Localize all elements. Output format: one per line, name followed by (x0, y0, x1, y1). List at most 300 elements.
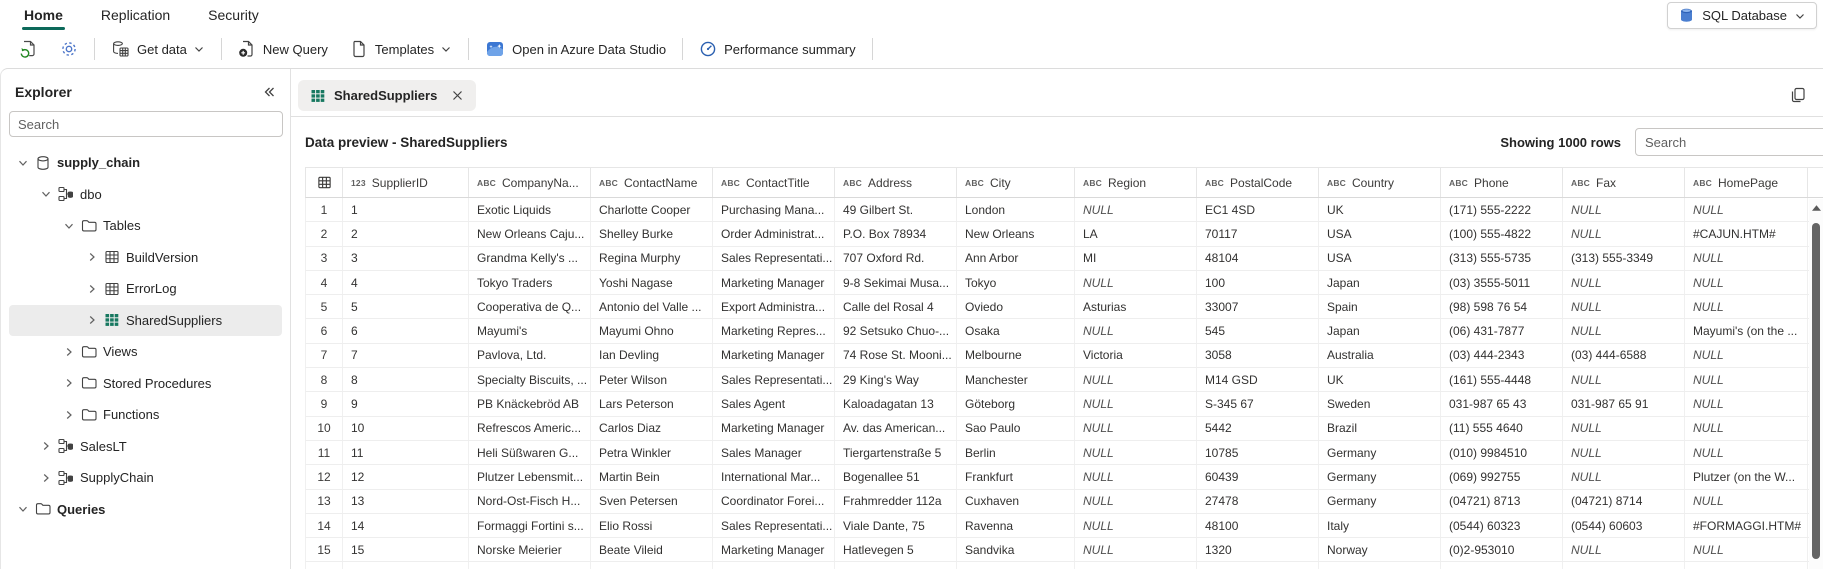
chevron-down-icon (1794, 10, 1806, 22)
chevron-right-icon[interactable] (84, 314, 100, 326)
tree-item-supplychain[interactable] (9, 462, 282, 494)
chevron-right-icon[interactable] (61, 409, 77, 421)
table-cell[interactable]: Carlos Diaz (591, 417, 713, 440)
column-header-label: Address (868, 175, 913, 190)
table-cell[interactable]: (04721) 8713 (1441, 490, 1563, 513)
table-cell[interactable]: Ann Arbor (957, 247, 1075, 270)
scrollbar-thumb[interactable] (1812, 223, 1820, 559)
table-cell[interactable]: Australia (1319, 344, 1441, 367)
table-cell[interactable]: Sweden (1319, 392, 1441, 415)
table-cell[interactable]: Victoria (1075, 344, 1197, 367)
column-header-label: SupplierID (371, 175, 428, 190)
table-cell[interactable]: NULL (1075, 319, 1197, 342)
column-type-badge: ABC (477, 177, 497, 188)
table-row[interactable] (305, 247, 1823, 271)
table-cell[interactable]: Germany (1319, 441, 1441, 464)
table-cell[interactable]: Pavlova, Ltd. (469, 344, 591, 367)
table-cell[interactable]: NULL (1075, 514, 1197, 537)
table-cell[interactable]: UK (1319, 198, 1441, 221)
table-cell[interactable]: Frankfurt (957, 465, 1075, 488)
table-cell[interactable]: Grandma Kelly's ... (469, 247, 591, 270)
column-header-contactname[interactable] (591, 168, 713, 197)
table-cell[interactable]: Plutzer (on the W... (1685, 465, 1808, 488)
table-cell[interactable]: Ian Devling (591, 344, 713, 367)
column-header-label: ContactTitle (746, 175, 810, 190)
table-row[interactable] (305, 295, 1823, 319)
table-cell[interactable]: Frahmredder 112a (835, 490, 957, 513)
table-cell[interactable]: Martin Bein (591, 465, 713, 488)
table-cell[interactable]: Plutzer Lebensmit... (469, 465, 591, 488)
table-cell[interactable]: NULL (1563, 417, 1685, 440)
table-cell[interactable]: (06) 431-7877 (1441, 319, 1563, 342)
table-cell[interactable]: (161) 555-4448 (1441, 368, 1563, 391)
table-cell[interactable]: Yoshi Nagase (591, 271, 713, 294)
column-header-phone[interactable] (1441, 168, 1563, 197)
table-cell[interactable]: Norway (1319, 538, 1441, 561)
column-header-row-selector[interactable] (306, 168, 343, 197)
table-cell[interactable]: Germany (1319, 490, 1441, 513)
table-cell[interactable]: (313) 555-5735 (1441, 247, 1563, 270)
close-icon[interactable] (451, 89, 464, 102)
table-cell[interactable]: International Mar... (713, 465, 835, 488)
table-cell[interactable]: 7 (343, 344, 469, 367)
table-cell[interactable]: UK (1319, 368, 1441, 391)
column-header-country[interactable] (1319, 168, 1441, 197)
table-cell[interactable]: 8 (343, 368, 469, 391)
chevron-down-icon[interactable] (38, 188, 54, 200)
table-cell[interactable]: Osaka (957, 319, 1075, 342)
table-cell[interactable]: (069) 992755 (1441, 465, 1563, 488)
table-cell[interactable]: Norske Meierier (469, 538, 591, 561)
table-cell[interactable]: NULL (1075, 368, 1197, 391)
chevron-right-icon[interactable] (61, 377, 77, 389)
table-cell[interactable]: 49 Gilbert St. (835, 198, 957, 221)
table-cell[interactable]: Sven Petersen (591, 490, 713, 513)
row-number[interactable]: 1 (306, 198, 343, 221)
row-number[interactable]: 15 (306, 538, 343, 561)
table-cell[interactable]: NULL (1685, 295, 1808, 318)
table-row[interactable] (305, 465, 1823, 489)
table-cell[interactable]: 92 Setsuko Chuo-... (835, 319, 957, 342)
table-cell[interactable]: NULL (1685, 392, 1808, 415)
table-cell[interactable]: (0)2-953010 (1441, 538, 1563, 561)
column-type-badge: ABC (1205, 177, 1225, 188)
table-row[interactable] (305, 441, 1823, 465)
table-cell[interactable]: 4 (343, 271, 469, 294)
table-cell[interactable]: 5 (343, 295, 469, 318)
table-cell[interactable]: NULL (1685, 271, 1808, 294)
table-cell[interactable]: #CAJUN.HTM# (1685, 222, 1808, 245)
table-cell[interactable]: Kaloadagatan 13 (835, 392, 957, 415)
copy-button[interactable] (1789, 86, 1807, 104)
table-row[interactable] (305, 417, 1823, 441)
table-cell[interactable]: Shelley Burke (591, 222, 713, 245)
database-selector[interactable] (1667, 2, 1817, 29)
table-cell[interactable]: Berlin (957, 441, 1075, 464)
folder-icon (81, 407, 97, 423)
table-cell[interactable]: 9-8 Sekimai Musa... (835, 271, 957, 294)
table-cell[interactable]: Sandvika (957, 538, 1075, 561)
table-cell[interactable]: Charlotte Cooper (591, 198, 713, 221)
table-cell[interactable]: Purchasing Mana... (713, 198, 835, 221)
column-type-badge: ABC (1449, 177, 1469, 188)
tab-sharedsuppliers[interactable] (298, 80, 476, 111)
new-query-label: New Query (262, 41, 328, 57)
table-cell[interactable]: Viale Dante, 75 (835, 514, 957, 537)
table-cell[interactable]: NULL (1563, 222, 1685, 245)
table-cell[interactable]: Nord-Ost-Fisch H... (469, 490, 591, 513)
table-search-input[interactable] (1635, 128, 1823, 156)
column-header-postalcode[interactable] (1197, 168, 1319, 197)
content-area (0, 68, 1823, 569)
tree-item-sharedsuppliers[interactable] (9, 305, 282, 337)
table-row[interactable] (305, 271, 1823, 295)
table-cell[interactable]: Marketing Manager (713, 417, 835, 440)
table-cell[interactable]: 3058 (1197, 344, 1319, 367)
gauge-icon (699, 40, 717, 58)
chevron-right-icon[interactable] (84, 283, 100, 295)
tree-item-errorlog[interactable] (9, 273, 282, 305)
table-cell[interactable]: Antonio del Valle ... (591, 295, 713, 318)
collapse-explorer-button[interactable] (260, 83, 278, 101)
table-cell[interactable]: 11 (343, 441, 469, 464)
table-cell[interactable]: NULL (1685, 368, 1808, 391)
tab-replication[interactable]: Replication (100, 7, 171, 23)
table-cell[interactable]: NULL (1685, 344, 1808, 367)
table-cell[interactable]: 10785 (1197, 441, 1319, 464)
table-cell[interactable]: Spain (1319, 295, 1441, 318)
table-cell[interactable]: LA (1075, 222, 1197, 245)
table-cell[interactable]: Tokyo Traders (469, 271, 591, 294)
table-row[interactable] (305, 319, 1823, 343)
column-header-fax[interactable] (1563, 168, 1685, 197)
table-cell[interactable]: Bogenallee 51 (835, 465, 957, 488)
table-cell[interactable]: Marketing Manager (713, 344, 835, 367)
table-cell[interactable]: Sales Representati... (713, 514, 835, 537)
tree-item-label: SharedSuppliers (126, 312, 223, 328)
table-cell[interactable]: NULL (1075, 392, 1197, 415)
table-cell[interactable]: NULL (1685, 490, 1808, 513)
column-type-badge: ABC (721, 177, 741, 188)
settings-button[interactable] (49, 33, 89, 65)
tree-item-views[interactable] (9, 336, 282, 368)
table-cell (1563, 562, 1685, 569)
table-row[interactable] (305, 368, 1823, 392)
table-cell[interactable]: (04721) 8714 (1563, 490, 1685, 513)
table-cell[interactable]: 2 (343, 222, 469, 245)
table-cell[interactable]: NULL (1075, 538, 1197, 561)
table-cell[interactable]: (03) 3555-5011 (1441, 271, 1563, 294)
column-header-homepage[interactable] (1685, 168, 1808, 197)
table-cell[interactable]: 6 (343, 319, 469, 342)
get-data-icon (111, 40, 130, 59)
table-cell[interactable]: Peter Wilson (591, 368, 713, 391)
table-cell[interactable]: 33007 (1197, 295, 1319, 318)
table-cell[interactable]: 12 (343, 465, 469, 488)
table-cell[interactable]: Brazil (1319, 417, 1441, 440)
table-cell[interactable]: Asturias (1075, 295, 1197, 318)
table-cell[interactable]: 48100 (1197, 514, 1319, 537)
table-cell[interactable]: New Orleans Caju... (469, 222, 591, 245)
chevron-right-icon[interactable] (38, 472, 54, 484)
table-cell[interactable]: NULL (1075, 417, 1197, 440)
table-cell[interactable]: 100 (1197, 271, 1319, 294)
chevron-down-icon[interactable] (15, 503, 31, 515)
table-cell[interactable]: Manchester (957, 368, 1075, 391)
table-cell[interactable]: 707 Oxford Rd. (835, 247, 957, 270)
row-number[interactable]: 14 (306, 514, 343, 537)
table-cell[interactable]: #FORMAGGI.HTM# (1685, 514, 1808, 537)
table-cell[interactable]: (100) 555-4822 (1441, 222, 1563, 245)
table-row[interactable] (305, 538, 1823, 562)
table-cell[interactable]: (0544) 60323 (1441, 514, 1563, 537)
table-cell[interactable]: 29 King's Way (835, 368, 957, 391)
row-number[interactable]: 4 (306, 271, 343, 294)
table-row[interactable] (305, 514, 1823, 538)
table-cell[interactable]: EC1 4SD (1197, 198, 1319, 221)
table-cell[interactable]: Göteborg (957, 392, 1075, 415)
table-cell[interactable]: 3 (343, 247, 469, 270)
table-cell[interactable]: Order Administrat... (713, 222, 835, 245)
table-cell[interactable]: NULL (1685, 417, 1808, 440)
table-cell[interactable]: USA (1319, 222, 1441, 245)
tab-security[interactable]: Security (208, 7, 259, 23)
templates-label: Templates (374, 41, 435, 57)
table-cell[interactable]: 545 (1197, 319, 1319, 342)
table-cell[interactable]: NULL (1563, 441, 1685, 464)
table-cell[interactable]: Melbourne (957, 344, 1075, 367)
tree-item-label: dbo (80, 186, 102, 202)
tree-item-stored-procedures[interactable] (9, 368, 282, 400)
table-cell[interactable]: Lars Peterson (591, 392, 713, 415)
table-cell[interactable]: 5442 (1197, 417, 1319, 440)
tree-item-functions[interactable] (9, 399, 282, 431)
table-cell[interactable]: Sales Representati... (713, 247, 835, 270)
chevron-down-icon[interactable] (61, 220, 77, 232)
table-cell[interactable]: (313) 555-3349 (1563, 247, 1685, 270)
table-cell[interactable]: P.O. Box 78934 (835, 222, 957, 245)
table-cell[interactable]: NULL (1685, 198, 1808, 221)
row-number[interactable]: 6 (306, 319, 343, 342)
refresh-button[interactable] (8, 33, 49, 65)
table-cell[interactable]: Ravenna (957, 514, 1075, 537)
table-cell[interactable]: (171) 555-2222 (1441, 198, 1563, 221)
tree-item-tables[interactable] (9, 210, 282, 242)
table-cell[interactable]: Refrescos Americ... (469, 417, 591, 440)
row-number[interactable]: 10 (306, 417, 343, 440)
column-header-address[interactable] (835, 168, 957, 197)
table-cell[interactable]: 60439 (1197, 465, 1319, 488)
table-cell[interactable]: 1320 (1197, 538, 1319, 561)
table-cell[interactable]: Export Administra... (713, 295, 835, 318)
chevron-right-icon[interactable] (61, 346, 77, 358)
table-cell[interactable]: (0544) 60603 (1563, 514, 1685, 537)
table-cell[interactable]: Oviedo (957, 295, 1075, 318)
table-cell[interactable]: London (957, 198, 1075, 221)
grid-icon (317, 175, 332, 190)
chevron-down-icon[interactable] (15, 157, 31, 169)
row-number[interactable]: 7 (306, 344, 343, 367)
table-cell[interactable]: Tokyo (957, 271, 1075, 294)
table-cell[interactable]: Mayumi Ohno (591, 319, 713, 342)
row-number[interactable]: 5 (306, 295, 343, 318)
table-cell[interactable]: NULL (1075, 271, 1197, 294)
table-cell[interactable]: 27478 (1197, 490, 1319, 513)
table-cell[interactable]: Tiergartenstraße 5 (835, 441, 957, 464)
table-cell[interactable]: S-345 67 (1197, 392, 1319, 415)
column-header-region[interactable] (1075, 168, 1197, 197)
tab-home[interactable]: Home (20, 0, 67, 30)
table-cell[interactable]: 1 (343, 198, 469, 221)
table-cell[interactable]: NULL (1685, 538, 1808, 561)
column-header-companyna[interactable] (469, 168, 591, 197)
tree-item-buildversion[interactable] (9, 242, 282, 274)
table-row[interactable] (305, 198, 1823, 222)
table-cell[interactable]: NULL (1563, 271, 1685, 294)
column-header-label: CompanyNa... (502, 175, 579, 190)
table-cell[interactable]: Petra Winkler (591, 441, 713, 464)
tree-item-supply-chain[interactable] (9, 147, 282, 179)
tree-item-queries[interactable] (9, 494, 282, 526)
table-cell[interactable]: Japan (1319, 319, 1441, 342)
table-cell[interactable]: Mayumi's (469, 319, 591, 342)
table-cell[interactable]: Calle del Rosal 4 (835, 295, 957, 318)
table-cell[interactable]: 10 (343, 417, 469, 440)
table-cell[interactable]: (03) 444-6588 (1563, 344, 1685, 367)
chevron-right-icon[interactable] (38, 440, 54, 452)
row-number[interactable]: 13 (306, 490, 343, 513)
explorer-search-input[interactable] (9, 111, 283, 137)
table-cell[interactable]: 15 (343, 538, 469, 561)
table-cell[interactable]: 031-987 65 43 (1441, 392, 1563, 415)
table-cell[interactable]: 48104 (1197, 247, 1319, 270)
open-azure-data-studio-button[interactable] (474, 33, 677, 65)
templates-button[interactable] (339, 33, 463, 65)
table-cell[interactable]: Sales Agent (713, 392, 835, 415)
table-cell[interactable]: Beate Vileid (591, 538, 713, 561)
table-cell[interactable]: Marketing Manager (713, 538, 835, 561)
table-cell[interactable]: NULL (1563, 465, 1685, 488)
table-cell[interactable]: Elio Rossi (591, 514, 713, 537)
table-cell[interactable]: Coordinator Forei... (713, 490, 835, 513)
table-cell[interactable]: (11) 555 4640 (1441, 417, 1563, 440)
table-row[interactable] (305, 392, 1823, 416)
table-cell[interactable]: Germany (1319, 465, 1441, 488)
table-cell[interactable]: NULL (1075, 465, 1197, 488)
table-cell[interactable]: NULL (1563, 368, 1685, 391)
row-number[interactable]: 11 (306, 441, 343, 464)
table-cell[interactable]: NULL (1563, 319, 1685, 342)
table-cell[interactable]: Heli Süßwaren G... (469, 441, 591, 464)
table-cell[interactable]: (03) 444-2343 (1441, 344, 1563, 367)
table-cell[interactable]: 70117 (1197, 222, 1319, 245)
table-cell[interactable]: 14 (343, 514, 469, 537)
table-cell[interactable]: NULL (1563, 295, 1685, 318)
column-header-label: Country (1352, 175, 1395, 190)
performance-summary-label: Performance summary (724, 41, 856, 57)
column-header-city[interactable] (957, 168, 1075, 197)
table-cell[interactable]: Sao Paulo (957, 417, 1075, 440)
table-cell[interactable]: Japan (1319, 271, 1441, 294)
table-cell[interactable]: (98) 598 76 54 (1441, 295, 1563, 318)
table-cell[interactable]: M14 GSD (1197, 368, 1319, 391)
table-cell[interactable]: NULL (1075, 441, 1197, 464)
row-number[interactable]: 3 (306, 247, 343, 270)
new-query-button[interactable] (227, 33, 339, 65)
table-cell[interactable]: Cuxhaven (957, 490, 1075, 513)
table-cell[interactable]: NULL (1685, 247, 1808, 270)
table-cell[interactable]: MI (1075, 247, 1197, 270)
table-cell[interactable]: New Orleans (957, 222, 1075, 245)
tree-item-label: Views (103, 344, 138, 360)
row-number[interactable]: 9 (306, 392, 343, 415)
table-cell[interactable]: NULL (1563, 198, 1685, 221)
table-cell[interactable]: 031-987 65 91 (1563, 392, 1685, 415)
scroll-up-icon[interactable] (1809, 199, 1823, 211)
table-cell[interactable]: Specialty Biscuits, ... (469, 368, 591, 391)
table-cell[interactable]: NULL (1075, 490, 1197, 513)
double-chevron-left-icon (262, 85, 276, 99)
chevron-down-icon (440, 43, 452, 55)
tree-item-saleslt[interactable] (9, 431, 282, 463)
table-cell[interactable]: PB Knäckebröd AB (469, 392, 591, 415)
table-cell[interactable]: Regina Murphy (591, 247, 713, 270)
vertical-scrollbar[interactable] (1809, 199, 1823, 569)
toolbar-separator (468, 38, 469, 60)
row-number[interactable]: 12 (306, 465, 343, 488)
table-row[interactable] (305, 490, 1823, 514)
table-cell[interactable]: Formaggi Fortini s... (469, 514, 591, 537)
table-cell[interactable]: NULL (1685, 441, 1808, 464)
table-row[interactable] (305, 222, 1823, 246)
table-cell (1685, 562, 1808, 569)
table-cell (1441, 562, 1563, 569)
table-cell[interactable]: Cooperativa de Q... (469, 295, 591, 318)
table-cell[interactable]: Marketing Repres... (713, 319, 835, 342)
table-row[interactable] (305, 344, 1823, 368)
chevron-right-icon[interactable] (84, 251, 100, 263)
table-cell[interactable]: Sales Manager (713, 441, 835, 464)
performance-summary-button[interactable] (688, 33, 866, 65)
table-cell[interactable]: Marketing Manager (713, 271, 835, 294)
table-cell[interactable]: NULL (1075, 198, 1197, 221)
table-cell (1197, 562, 1319, 569)
schema-icon (58, 186, 74, 202)
table-cell[interactable]: USA (1319, 247, 1441, 270)
get-data-button[interactable] (100, 33, 216, 65)
row-number[interactable]: 2 (306, 222, 343, 245)
tree-item-label: Stored Procedures (103, 375, 212, 391)
explorer-panel (1, 69, 291, 569)
column-header-supplierid[interactable] (343, 168, 469, 197)
table-cell[interactable]: Sales Representati... (713, 368, 835, 391)
tree-item-dbo[interactable] (9, 179, 282, 211)
table-cell[interactable]: 74 Rose St. Mooni... (835, 344, 957, 367)
table-cell[interactable]: 9 (343, 392, 469, 415)
table-cell[interactable]: Italy (1319, 514, 1441, 537)
table-icon (104, 281, 120, 297)
table-green-icon (104, 312, 120, 328)
row-number[interactable]: 8 (306, 368, 343, 391)
table-cell[interactable]: NULL (1563, 538, 1685, 561)
table-cell[interactable]: 13 (343, 490, 469, 513)
table-cell[interactable]: Exotic Liquids (469, 198, 591, 221)
table-cell[interactable]: Hatlevegen 5 (835, 538, 957, 561)
table-cell[interactable]: Av. das American... (835, 417, 957, 440)
table-cell[interactable]: Mayumi's (on the ... (1685, 319, 1808, 342)
table-cell[interactable]: (010) 9984510 (1441, 441, 1563, 464)
column-header-contacttitle[interactable] (713, 168, 835, 197)
